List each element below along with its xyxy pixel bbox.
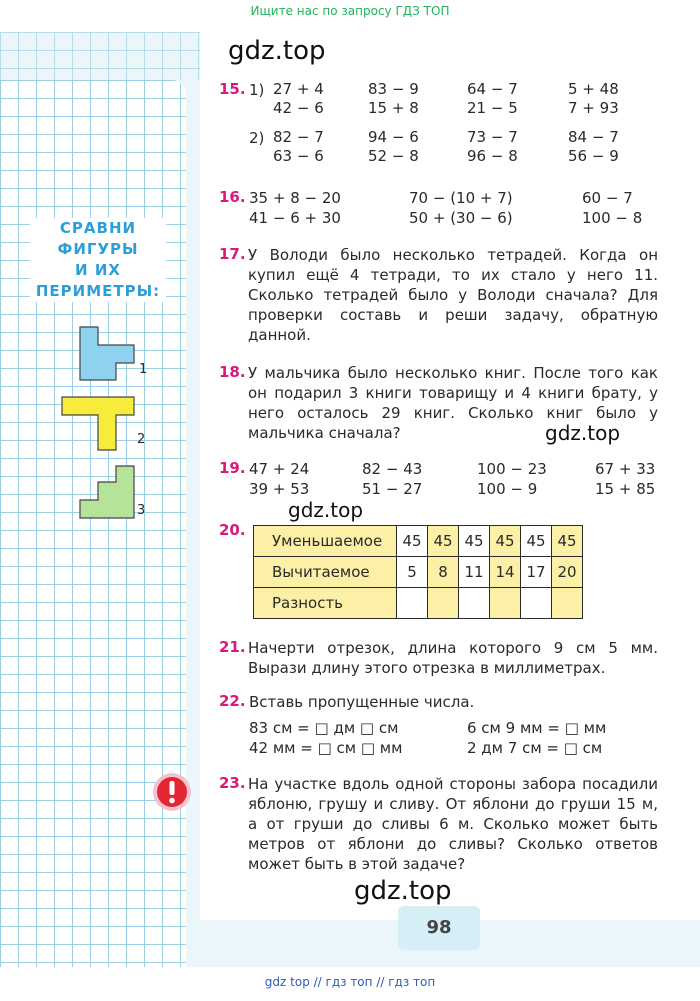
figure-3-shape — [80, 466, 134, 518]
task-number: 21. — [219, 638, 246, 656]
row-header: Разность — [254, 588, 397, 619]
unit-line: 2 дм 7 см = □ см — [467, 739, 603, 757]
expression: 64 − 7 — [467, 80, 518, 98]
figure-label: 1 — [139, 362, 148, 377]
table-cell: 5 — [397, 557, 428, 588]
subtraction-table — [253, 525, 583, 619]
row-label: 1) — [249, 81, 265, 99]
table-cell: 45 — [521, 526, 552, 557]
unit-column — [249, 718, 402, 758]
expression: 51 − 27 — [362, 480, 423, 498]
expr-column — [249, 459, 309, 499]
task-text: Начерти отрезок, длина которого 9 см 5 мм. Вырази длину этого отрезка в миллиметрах. — [248, 639, 658, 677]
figure-1-shape — [80, 327, 134, 380]
expr-column — [273, 128, 324, 166]
expr-column — [273, 80, 324, 118]
expr-column — [595, 459, 655, 499]
sidebar-title-line: ФИГУРЫ — [30, 239, 166, 260]
expr-column — [568, 128, 619, 166]
expression: 100 − 9 — [477, 480, 538, 498]
figure-2-shape — [62, 397, 134, 450]
sidebar-title — [30, 218, 166, 302]
expression: 82 − 43 — [362, 460, 423, 478]
expression: 35 + 8 − 20 — [249, 189, 341, 207]
expr-column — [409, 188, 513, 228]
expr-column — [467, 80, 518, 118]
expression: 15 + 85 — [595, 480, 656, 498]
expression: 100 − 8 — [582, 209, 643, 227]
table-cell — [552, 588, 583, 619]
table-cell: 45 — [459, 526, 490, 557]
expression: 83 − 9 — [368, 80, 419, 98]
task-number: 15. — [219, 80, 246, 98]
expr-column — [477, 459, 547, 499]
task-text: Вставь пропущенные числа. — [249, 693, 475, 711]
expression: 100 − 23 — [477, 460, 547, 478]
expression: 63 − 6 — [273, 147, 324, 165]
task-number: 17. — [219, 245, 246, 263]
unit-line: 83 см = □ дм □ см — [249, 719, 399, 737]
sidebar-title-line: И ИХ — [30, 260, 166, 281]
watermark: gdz.top — [288, 498, 364, 522]
expression: 70 − (10 + 7) — [409, 189, 513, 207]
row-header: Вычитаемое — [254, 557, 397, 588]
expr-column — [467, 128, 518, 166]
expression: 41 − 6 + 30 — [249, 209, 341, 227]
table-cell — [490, 588, 521, 619]
task-number: 18. — [219, 363, 246, 381]
footer-links[interactable]: gdz top // гдз топ // гдз топ — [264, 975, 436, 989]
task-number: 23. — [219, 774, 246, 792]
figure-label: 2 — [137, 432, 146, 447]
expression: 7 + 93 — [568, 99, 619, 117]
table-cell: 14 — [490, 557, 521, 588]
task-number: 19. — [219, 459, 246, 477]
expression: 5 + 48 — [568, 80, 619, 98]
unit-line: 42 мм = □ см □ мм — [249, 739, 403, 757]
row-label: 2) — [249, 129, 265, 147]
task-text: На участке вдоль одной стороны забора посадили яблоню, грушу и сливу. От яблони до груши 15 м, а от груши до сливы 6 м. Сколько может быть метров от яблони до сливы? Сколько ответов может быть в этой задаче? — [248, 775, 658, 873]
expression: 94 − 6 — [368, 128, 419, 146]
expr-column — [582, 188, 642, 228]
task-text: У Володи было несколько тетрадей. Когда он купил ещё 4 тетради, то их стало у него 11. Сколько тетрадей было у Володи сначала? Для проверки составь и реши задачу, обратную данной. — [248, 246, 658, 344]
table-cell: 11 — [459, 557, 490, 588]
table-cell — [397, 588, 428, 619]
table-row — [254, 557, 583, 588]
table-cell: 45 — [552, 526, 583, 557]
expr-column — [249, 188, 341, 228]
figure-label: 3 — [137, 503, 146, 518]
sidebar-title-line: СРАВНИ — [30, 218, 166, 239]
task-number: 16. — [219, 188, 246, 206]
expr-column — [368, 128, 419, 166]
row-header: Уменьшаемое — [254, 526, 397, 557]
page-number: 98 — [398, 906, 480, 950]
watermark: gdz.top — [354, 876, 452, 906]
expression: 60 − 7 — [582, 189, 633, 207]
perimeter-figures — [60, 320, 170, 530]
sidebar-title-line: ПЕРИМЕТРЫ: — [30, 281, 166, 302]
expr-column — [362, 459, 422, 499]
expression: 21 − 5 — [467, 99, 518, 117]
table-cell: 45 — [428, 526, 459, 557]
expr-column — [568, 80, 619, 118]
expression: 50 + (30 − 6) — [409, 209, 513, 227]
expression: 47 + 24 — [249, 460, 310, 478]
table-cell: 45 — [490, 526, 521, 557]
table-row — [254, 588, 583, 619]
exclamation-icon — [152, 772, 192, 812]
table-cell: 8 — [428, 557, 459, 588]
watermark: gdz.top — [545, 421, 621, 445]
watermark: gdz.top — [228, 36, 326, 66]
expression: 67 + 33 — [595, 460, 656, 478]
expression: 42 − 6 — [273, 99, 324, 117]
table-cell — [459, 588, 490, 619]
expression: 96 − 8 — [467, 147, 518, 165]
task-text: У мальчика было несколько книг. После того как он подарил 3 книги товарищу и 4 книги брату, у него осталось 29 книг. Сколько книг было у мальчика сначала? — [248, 364, 658, 442]
expression: 56 − 9 — [568, 147, 619, 165]
table-cell: 45 — [397, 526, 428, 557]
top-banner[interactable]: Ищите нас по запросу ГДЗ ТОП — [250, 4, 450, 18]
table-row — [254, 526, 583, 557]
table-cell: 17 — [521, 557, 552, 588]
task-number: 20. — [219, 521, 246, 539]
unit-line: 6 см 9 мм = □ мм — [467, 719, 607, 737]
expression: 73 − 7 — [467, 128, 518, 146]
table-cell — [428, 588, 459, 619]
unit-column — [467, 718, 606, 758]
expression: 15 + 8 — [368, 99, 419, 117]
task-number: 22. — [219, 692, 246, 710]
expression: 84 − 7 — [568, 128, 619, 146]
table-cell — [521, 588, 552, 619]
expr-column — [368, 80, 419, 118]
expression: 39 + 53 — [249, 480, 310, 498]
expression: 82 − 7 — [273, 128, 324, 146]
expression: 27 + 4 — [273, 80, 324, 98]
expression: 52 − 8 — [368, 147, 419, 165]
grid-strip-top — [0, 32, 200, 80]
table-cell: 20 — [552, 557, 583, 588]
